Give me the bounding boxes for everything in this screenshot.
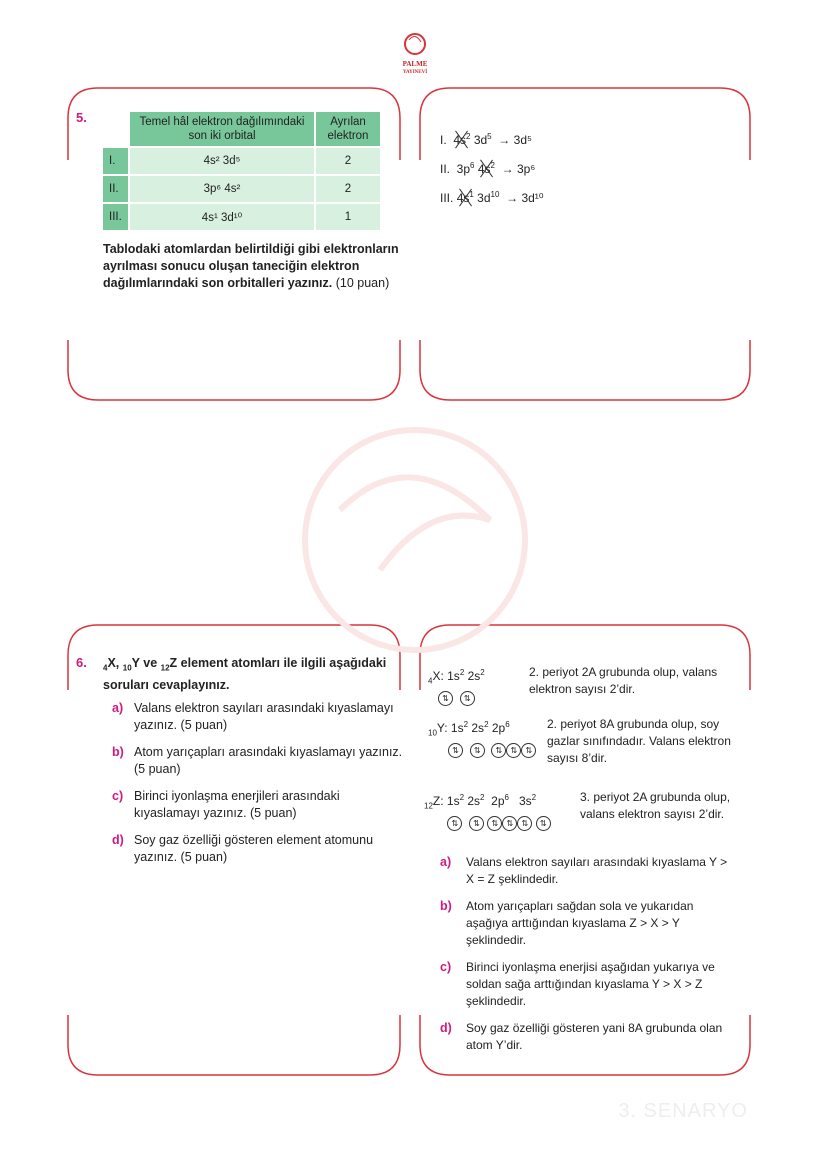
table-row: [103, 204, 380, 230]
config-desc: 2. periyot 2A grubunda olup, valans elektron sayısı 2’dir.: [529, 665, 718, 696]
config-y: $_{10}$Y: $1s^2$ $2s^2$ $2p^6$ ⇅ ⇅ ⇅ ⇅ ⇅: [428, 716, 536, 758]
row-removed: 2: [316, 148, 380, 174]
list-item: c) Birinci iyonlaşma enerjileri arasındaki kıyaslamayı yazınız. (5 puan): [112, 789, 340, 820]
list-item: a) Valans elektron sayıları arasındaki kıyaslama Y > X = Z şeklindedir.: [440, 855, 728, 886]
answer-row: II. $3p^6$ $4s^2 \to 3p^6$: [440, 153, 544, 182]
header-removed: Ayrılan elektron: [316, 112, 380, 146]
watermark-bird-icon: [250, 380, 580, 680]
row-roman: I.: [103, 148, 128, 174]
list-item: a) Valans elektron sayıları arasındaki kıyaslamayı yazınız. (5 puan): [112, 701, 394, 732]
row-orbital: 4s² 3d⁵: [130, 148, 314, 174]
list-item: b) Atom yarıçapları arasındaki kıyaslamayı yazınız. (5 puan): [112, 745, 403, 776]
header-orbital: Temel hâl elektron dağılımındaki son iki orbital: [130, 112, 314, 146]
question-number: 5.: [76, 110, 87, 125]
orbital-icon: ⇅: [460, 691, 475, 706]
q6-answers: [440, 854, 736, 1064]
logo-text: PALME YAYINEVİ: [402, 60, 428, 75]
row-removed: 2: [316, 176, 380, 202]
q6-items: [112, 700, 404, 876]
answer-row: I. $4s^2$ $3d^5 \to 3d^5$: [440, 124, 544, 153]
logo: [398, 30, 432, 76]
row-orbital: 4s¹ 3d¹⁰: [130, 204, 314, 230]
row-roman: II.: [103, 176, 128, 202]
footer-label: 3. SENARYO: [618, 1100, 748, 1122]
table-row: [103, 176, 380, 202]
config-z: $_{12}$Z: $1s^2$ $2s^2$ $2p^6$ $3s^2$ ⇅ ⇅ ⇅ ⇅ ⇅ ⇅: [424, 789, 551, 831]
answer-row: III. $4s^1$ $3d^{10} \to 3d^{10}$: [440, 182, 544, 211]
list-item: d) Soy gaz özelliği gösteren yani 8A grubunda olan atom Y’dir.: [440, 1021, 723, 1052]
question-number: 6.: [76, 655, 87, 670]
orbital-icon: ⇅: [438, 691, 453, 706]
list-item: b) Atom yarıçapları sağdan sola ve yukarıdan aşağıya arttığından kıyaslama Z > X > Y şeklindedir.: [440, 899, 694, 947]
config-desc: 2. periyot 8A grubunda olup, soy gazlar sınıfındadır. Valans elektron sayısı 8’dir.: [547, 717, 731, 765]
header-empty: [103, 112, 128, 146]
list-item: c) Birinci iyonlaşma enerjisi aşağıdan yukarıya ve soldan sağa arttığından kıyaslama Y > X > Z şeklindedir.: [440, 960, 715, 1008]
table-row: [103, 148, 380, 174]
electron-table: [101, 110, 382, 232]
question-title: $_4$X, $_{10}$Y ve $_{12}$Z element atomları ile ilgili aşağıdaki soruları cevaplayınız.: [103, 656, 387, 692]
row-removed: 1: [316, 204, 380, 230]
config-x: $_4$X: $1s^2$ $2s^2$ ⇅ ⇅: [428, 664, 485, 706]
row-roman: III.: [103, 204, 128, 230]
list-item: d) Soy gaz özelliği gösteren element atomunu yazınız. (5 puan): [112, 833, 374, 864]
logo-bird-icon: [403, 30, 427, 56]
q5-answers: [440, 124, 544, 211]
config-desc: 3. periyot 2A grubunda olup, valans elektron sayısı 2’dir.: [580, 790, 731, 821]
row-orbital: 3p⁶ 4s²: [130, 176, 314, 202]
question-text: Tablodaki atomlardan belirtildiği gibi elektronların ayrılması sonucu oluşan taneciğin elektron dağılımlarındaki son orbitalleri yazınız. (10 puan): [103, 242, 399, 290]
